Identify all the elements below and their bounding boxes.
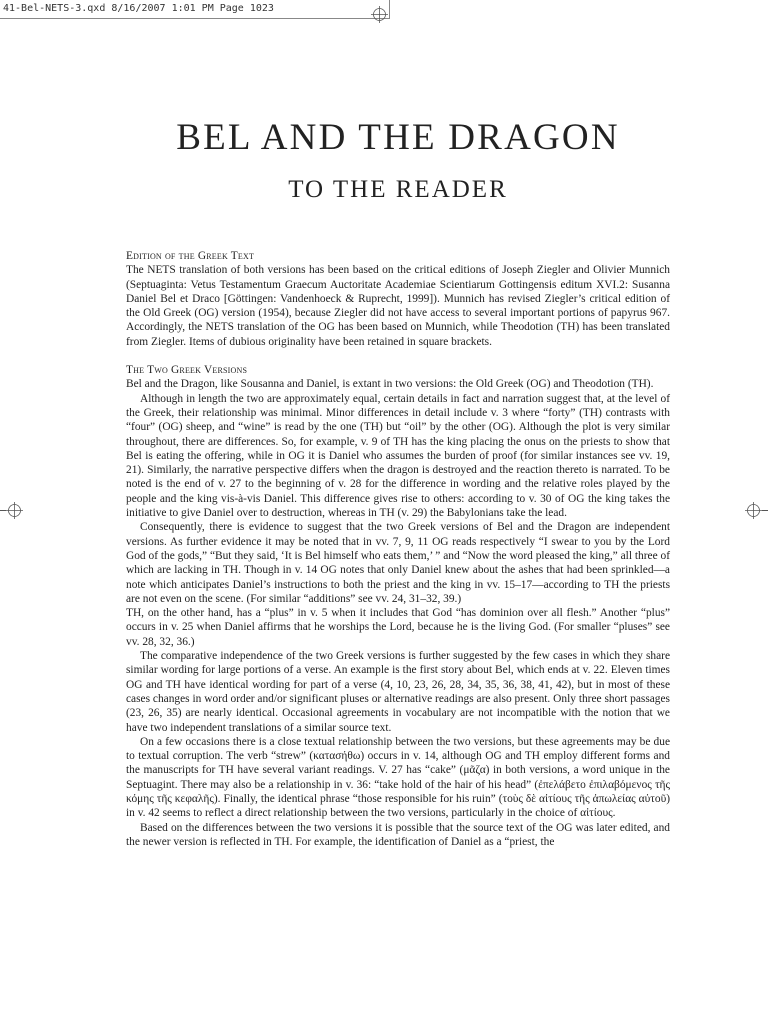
crop-line-right — [762, 510, 768, 511]
section-gap — [126, 349, 670, 363]
section-title: TO THE READER — [288, 176, 508, 203]
section-heading: The Two Greek Versions — [126, 364, 248, 377]
body-text — [126, 249, 670, 849]
registration-mark-left — [6, 502, 23, 519]
paragraph: Bel and the Dragon, like Sousanna and Daniel, is extant in two versions: the Old Greek (OG) and Theodotion (TH). — [126, 378, 654, 391]
file-slug: 41-Bel-NETS-3.qxd 8/16/2007 1:01 PM Page 1023 — [0, 0, 390, 19]
registration-mark-right — [745, 502, 762, 519]
paragraph: The comparative independence of the two Greek versions is further suggested by the few cases in which they share similar wording for large portions of a verse. An example is the first story about Bel, which ends at v. 22. Eleven times OG and TH have identical wording for part of a verse (4, 10, 23, 26, 28, 34, 35, 36, 38, 41, 42), but in most of these cases changes in word order and/or significant pluses or alternative readings are also present. Only three short passages (23, 26, 35) are nearly identical. Occasional agreements in vocabulary are not incompatible with the notion that we have two independent translations of a similar source text. — [126, 650, 670, 734]
section-heading: Edition of the Greek Text — [126, 250, 255, 262]
paragraph: Based on the differences between the two versions it is possible that the source text of the OG was later edited, and the newer version is reflected in TH. For example, the identification of Daniel as a “priest, the — [126, 821, 670, 848]
paragraph: Consequently, there is evidence to suggest that the two Greek versions of Bel and the Dragon are independent versions. As further evidence it may be noted that in vv. 7, 9, 11 OG reads respectively “I swear to you by the Lord God of the gods,” “But they said, ‘It is Bel himself who eats them,’ ” and “Now the word pleased the king,” all three of which are lacking in TH. Though in v. 14 OG notes that only Daniel knew about the ashes that had been sprinkled—a note which anticipates Daniel’s instructions to both the priest and the king in vv. 15–17—according to TH the priests are not even on the scene. (For similar “additions” see vv. 24, 31–32, 39.) — [126, 521, 670, 605]
paragraph: The NETS translation of both versions has been based on the critical editions of Joseph Ziegler and Olivier Munnich (Septuaginta: Vetus Testamentum Graecum Auctoritate Academiae Scientiarum Gottingensis editum XVI.2: Susanna Daniel Bel et Draco [Göttingen: Vandenhoeck & Ruprecht, 1999]). Munnich has revised Ziegler’s critical edition of the Old Greek (OG) version (1954), because Ziegler did not have access to several important portions of papyrus 967. Accordingly, the NETS translation of the OG has been based on Munnich, while Theodotion (TH) has been translated from Ziegler. Items of dubious originality have been retained in square brackets. — [126, 264, 670, 348]
registration-mark-top — [371, 6, 388, 23]
paragraph: TH, on the other hand, has a “plus” in v. 5 when it includes that God “has dominion over all flesh.” Another “plus” occurs in v. 25 when Daniel affirms that he worships the Lord, because he is the living God. (For smaller “pluses” see vv. 28, 32, 36.) — [126, 607, 670, 648]
paragraph: Although in length the two are approximately equal, certain details in fact and narration suggest that, at the level of the Greek, their relationship was minimal. Minor differences in detail include v. 3 where “forty” (TH) contrasts with “four” (OG) sheep, and “wine” is read by the one (TH) but “oil” by the other (OG). Although the plot is very similar throughout, there are differences. So, for example, v. 9 of TH has the king placing the onus on the priests to show that Bel is eating the offering, while in OG it is Daniel who assumes the burden of proof (for similar instances see vv. 19, 21). Similarly, the narrative perspective differs when the dragon is destroyed and the reaction thereto is narrated. To be noted is the end of v. 27 to the beginning of v. 28 for the difference in wording and the relative roles played by the people and the king vis-à-vis Daniel. This difference gives rise to others: according to v. 30 of OG the king takes the initiative to give Daniel over to destruction, whereas in TH (v. 29) the Babylonians take the lead. — [126, 392, 670, 520]
crop-line-left — [0, 510, 6, 511]
paragraph: On a few occasions there is a close textual relationship between the two versions, but these agreements may be due to textual corruption. The verb “strew” (κατασήθω) occurs in v. 14, although OG and TH employ different forms and the manuscripts for TH have several variant readings. V. 27 has “cake” (μᾶζα) in both versions, a word unique in the Septuagint. There may also be a relationship in v. 36: “take hold of the hair of his head” (ἐπελάβετο ἐπιλαβόμενος τῆς κόμης τῆς κεφαλῆς). Finally, the identical phrase “those responsible for his ruin” (τοὺς δὲ αἰτίους τῆς ἀπωλείας αὐτοῦ) in v. 42 seems to reflect a direct relationship between the two versions, particularly in the choice of αἰτίους. — [126, 735, 670, 820]
book-title: BEL AND THE DRAGON — [176, 117, 620, 158]
